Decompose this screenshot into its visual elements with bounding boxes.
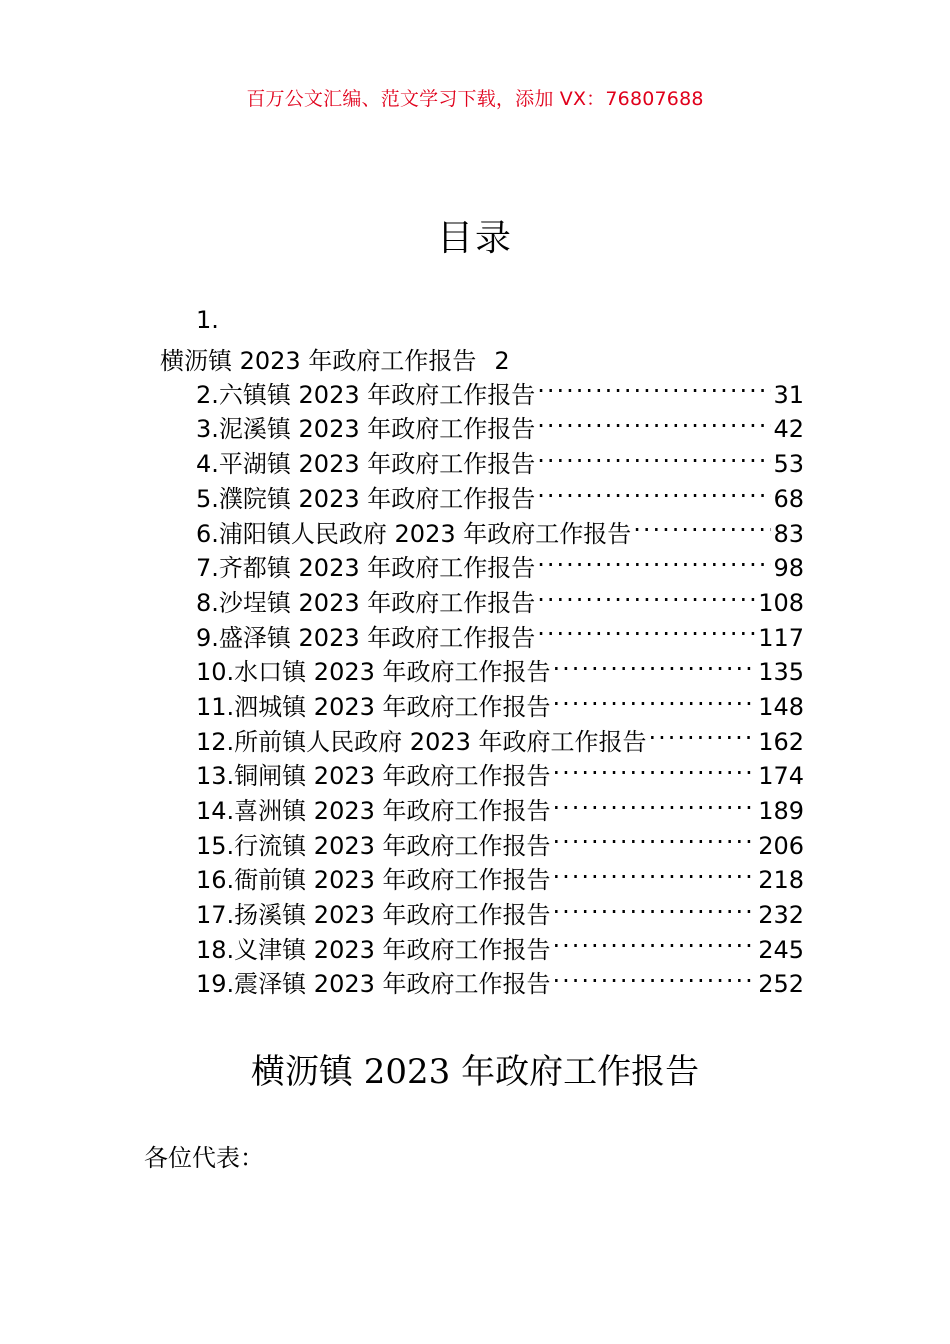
toc-entry-page: 83 <box>773 519 804 548</box>
toc-leader <box>553 929 757 958</box>
toc-entry[interactable] <box>196 790 804 825</box>
toc-entry-label: 19.震泽镇 2023 年政府工作报告 <box>196 970 551 999</box>
toc-entry[interactable] <box>196 478 804 513</box>
toc-entry-label: 13.铜闸镇 2023 年政府工作报告 <box>196 762 551 791</box>
toc-entry[interactable] <box>196 617 804 652</box>
toc-leader <box>633 513 771 542</box>
toc-entry-page: 189 <box>758 797 804 825</box>
toc-entry[interactable] <box>196 721 804 756</box>
toc-entry-1-page: 2 <box>494 347 510 375</box>
toc-entry-page: 31 <box>773 380 804 409</box>
toc-entry[interactable] <box>196 686 804 721</box>
toc-leader <box>553 860 757 889</box>
toc-entry-label: 6.浦阳镇人民政府 2023 年政府工作报告 <box>196 519 632 548</box>
toc-leader <box>553 790 757 819</box>
toc-entry-page: 98 <box>773 554 804 583</box>
toc-leader <box>537 582 756 611</box>
toc-entry-label: 9.盛泽镇 2023 年政府工作报告 <box>196 623 536 652</box>
toc-leader <box>537 547 771 576</box>
toc-entry-label: 5.濮院镇 2023 年政府工作报告 <box>196 484 536 513</box>
toc-entry-page: 206 <box>758 831 804 860</box>
toc-entry-page: 252 <box>758 970 804 999</box>
toc-leader <box>553 894 757 923</box>
toc-entry-label: 2.六镇镇 2023 年政府工作报告 <box>196 380 536 409</box>
toc-entry[interactable] <box>196 756 804 791</box>
toc-entry-page: 68 <box>773 484 804 513</box>
toc-entry-page: 162 <box>758 727 804 756</box>
toc-list <box>196 374 804 998</box>
toc-entry-label: 7.齐都镇 2023 年政府工作报告 <box>196 554 536 583</box>
toc-entry[interactable] <box>196 825 804 860</box>
toc-entry-page: 174 <box>758 762 804 791</box>
toc-entry-label: 14.喜洲镇 2023 年政府工作报告 <box>196 797 551 825</box>
toc-leader <box>553 825 757 854</box>
toc-entry-page: 218 <box>758 866 804 895</box>
toc-entry-page: 108 <box>758 588 804 617</box>
toc-entry[interactable] <box>196 929 804 964</box>
toc-entry-label: 8.沙埕镇 2023 年政府工作报告 <box>196 588 536 617</box>
toc-entry[interactable] <box>196 964 804 999</box>
toc-leader <box>537 374 771 403</box>
toc-entry-label: 17.扬溪镇 2023 年政府工作报告 <box>196 901 551 929</box>
toc-entry[interactable] <box>196 409 804 444</box>
toc-entry[interactable] <box>196 547 804 582</box>
toc-entry-1-label: 横沥镇 2023 年政府工作报告 <box>160 347 477 375</box>
toc-leader <box>649 721 757 750</box>
toc-entry-page: 232 <box>758 901 804 929</box>
toc-entry-page: 42 <box>773 415 804 444</box>
toc-entry-label: 10.水口镇 2023 年政府工作报告 <box>196 658 551 687</box>
toc-entry[interactable] <box>196 374 804 409</box>
toc-title: 目录 <box>436 218 513 259</box>
toc-leader <box>553 652 757 681</box>
toc-entry-label: 12.所前镇人民政府 2023 年政府工作报告 <box>196 727 647 756</box>
header-watermark-note: 百万公文汇编、范文学习下载，添加 VX：76807688 <box>246 88 704 110</box>
toc-entry-label: 16.衙前镇 2023 年政府工作报告 <box>196 866 551 895</box>
toc-entry-label: 11.泗城镇 2023 年政府工作报告 <box>196 692 551 721</box>
toc-entry-1[interactable] <box>160 341 510 376</box>
toc-leader <box>537 478 771 507</box>
toc-entry-page: 245 <box>758 935 804 964</box>
toc-entry-1-number: 1. <box>196 306 219 334</box>
salutation: 各位代表： <box>144 1144 264 1172</box>
toc-leader <box>553 756 757 785</box>
toc-entry-page: 148 <box>758 692 804 721</box>
toc-entry[interactable] <box>196 443 804 478</box>
toc-entry-page: 117 <box>758 623 804 652</box>
toc-entry[interactable] <box>196 860 804 895</box>
toc-entry-label: 15.行流镇 2023 年政府工作报告 <box>196 831 551 860</box>
toc-leader <box>537 443 771 472</box>
toc-entry[interactable] <box>196 652 804 687</box>
toc-entry-label: 3.泥溪镇 2023 年政府工作报告 <box>196 415 536 444</box>
toc-leader <box>537 409 771 438</box>
toc-entry-label: 18.义津镇 2023 年政府工作报告 <box>196 935 551 964</box>
toc-entry-page: 135 <box>758 658 804 687</box>
toc-leader <box>537 617 756 646</box>
toc-entry[interactable] <box>196 894 804 929</box>
toc-entry[interactable] <box>196 513 804 548</box>
toc-leader <box>553 964 757 993</box>
toc-entry-page: 53 <box>773 450 804 479</box>
toc-entry[interactable] <box>196 582 804 617</box>
document-heading: 横沥镇 2023 年政府工作报告 <box>250 1052 700 1092</box>
toc-leader <box>553 686 757 715</box>
toc-entry-label: 4.平湖镇 2023 年政府工作报告 <box>196 450 536 479</box>
